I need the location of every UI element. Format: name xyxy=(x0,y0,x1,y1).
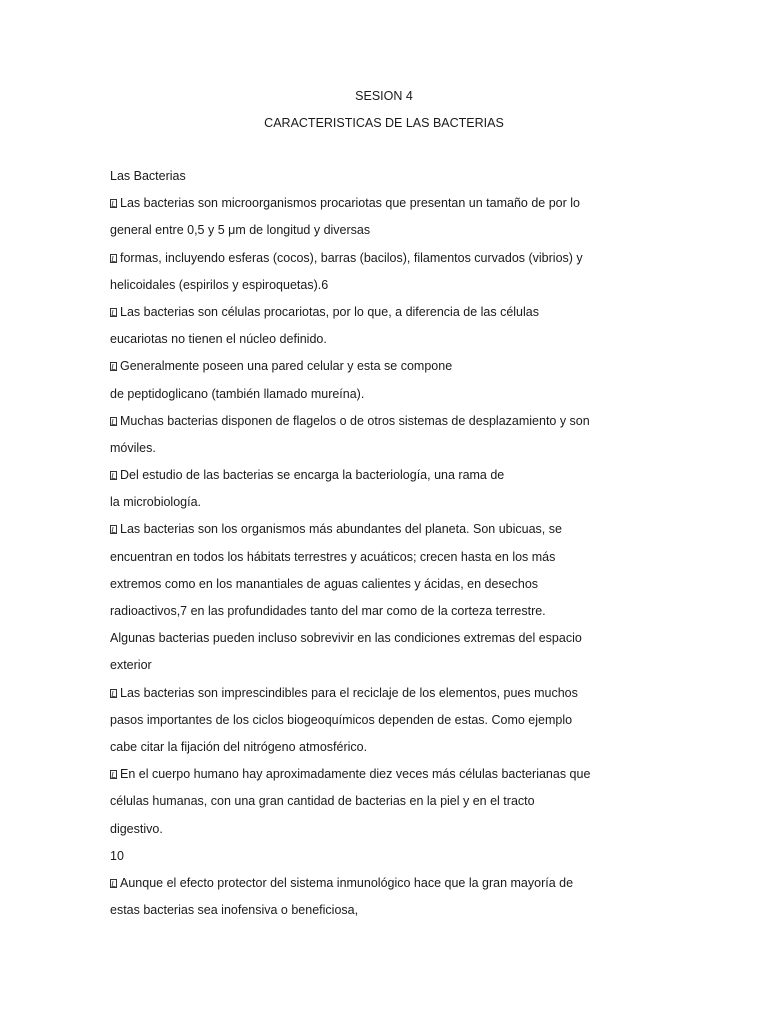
text-line-content: exterior xyxy=(110,658,152,673)
text-line-content: pasos importantes de los ciclos biogeoquímicos dependen de estas. Como ejemplo xyxy=(110,712,573,727)
text-line xyxy=(110,331,630,358)
text-line xyxy=(110,549,630,576)
bullet-glyph-icon xyxy=(110,525,117,534)
text-line-content: Del estudio de las bacterias se encarga la bacteriología, una rama de xyxy=(120,468,505,483)
text-line xyxy=(110,739,630,766)
text-line xyxy=(110,848,630,875)
text-line xyxy=(110,875,630,902)
text-line-content: Las Bacterias xyxy=(110,169,186,183)
bullet-glyph-icon xyxy=(110,879,117,888)
text-line-content: Algunas bacterias pueden incluso sobrevivir en las condiciones extremas del espacio xyxy=(110,631,582,646)
text-line-content: encuentran en todos los hábitats terrestres y acuáticos; crecen hasta en los más xyxy=(110,549,556,564)
text-line xyxy=(110,630,630,657)
bullet-glyph-icon xyxy=(110,689,117,698)
text-line-content: cabe citar la fijación del nitrógeno atmosférico. xyxy=(110,739,368,754)
text-line xyxy=(110,685,630,712)
text-line-content: Las bacterias son microorganismos procariotas que presentan un tamaño de por lo xyxy=(120,196,580,211)
text-line xyxy=(110,902,630,929)
text-line-content: Generalmente poseen una pared celular y esta se compone xyxy=(120,359,453,374)
text-line xyxy=(110,168,630,195)
text-line-content: Las bacterias son imprescindibles para el reciclaje de los elementos, pues muchos xyxy=(120,685,578,700)
text-line xyxy=(110,413,630,440)
text-line-content: extremos como en los manantiales de aguas calientes y ácidas, en desechos xyxy=(110,576,539,591)
bullet-glyph-icon xyxy=(110,254,117,263)
text-line-content: digestivo. xyxy=(110,821,163,836)
text-line xyxy=(110,358,630,385)
text-line-content: células humanas, con una gran cantidad de bacterias en la piel y en el tracto xyxy=(110,794,535,809)
bullet-glyph-icon xyxy=(110,770,117,779)
text-line xyxy=(110,440,630,467)
text-line-content: helicoidales (espirilos y espiroquetas).6 xyxy=(110,277,329,292)
text-line-content: radioactivos,7 en las profundidades tanto del mar como de la corteza terrestre. xyxy=(110,604,546,618)
bullet-glyph-icon xyxy=(110,308,117,317)
text-line-content: estas bacterias sea inofensiva o beneficiosa, xyxy=(110,903,359,918)
bullet-glyph-icon xyxy=(110,471,117,480)
text-line xyxy=(110,521,630,548)
text-line xyxy=(110,494,630,521)
text-line xyxy=(110,576,630,603)
document-subtitle: CARACTERISTICAS DE LAS BACTERIAS xyxy=(264,116,504,130)
text-line xyxy=(110,250,630,277)
text-line-content: 10 xyxy=(110,848,124,863)
bullet-glyph-icon xyxy=(110,417,117,426)
text-line-content: En el cuerpo humano hay aproximadamente diez veces más células bacterianas que xyxy=(120,767,591,782)
text-line xyxy=(110,467,630,494)
text-line xyxy=(110,386,630,413)
text-line xyxy=(110,222,630,249)
text-line-content: móviles. xyxy=(110,440,156,455)
document-title: SESION 4 xyxy=(355,89,413,103)
text-line xyxy=(110,793,630,820)
text-line-content: Las bacterias son células procariotas, por lo que, a diferencia de las células xyxy=(120,304,539,319)
text-line xyxy=(110,304,630,331)
text-line-content: eucariotas no tienen el núcleo definido. xyxy=(110,332,327,347)
text-line xyxy=(110,277,630,304)
text-line-content: la microbiología. xyxy=(110,495,202,510)
bullet-glyph-icon xyxy=(110,199,117,208)
text-line xyxy=(110,195,630,222)
bullet-glyph-icon xyxy=(110,362,117,371)
text-line-content: Muchas bacterias disponen de flagelos o de otros sistemas de desplazamiento y son xyxy=(120,413,590,428)
text-line xyxy=(110,712,630,739)
text-line-content: general entre 0,5 y 5 μm de longitud y diversas xyxy=(110,223,371,238)
text-line-content: formas, incluyendo esferas (cocos), barras (bacilos), filamentos curvados (vibrios) y xyxy=(120,250,583,265)
text-line-content: de peptidoglicano (también llamado mureína). xyxy=(110,386,365,401)
text-line xyxy=(110,821,630,848)
text-line-content: Aunque el efecto protector del sistema inmunológico hace que la gran mayoría de xyxy=(120,875,574,890)
text-line xyxy=(110,603,630,630)
text-line-content: Las bacterias son los organismos más abundantes del planeta. Son ubicuas, se xyxy=(120,522,562,537)
text-line xyxy=(110,657,630,684)
document-body xyxy=(110,168,630,929)
text-line xyxy=(110,766,630,793)
